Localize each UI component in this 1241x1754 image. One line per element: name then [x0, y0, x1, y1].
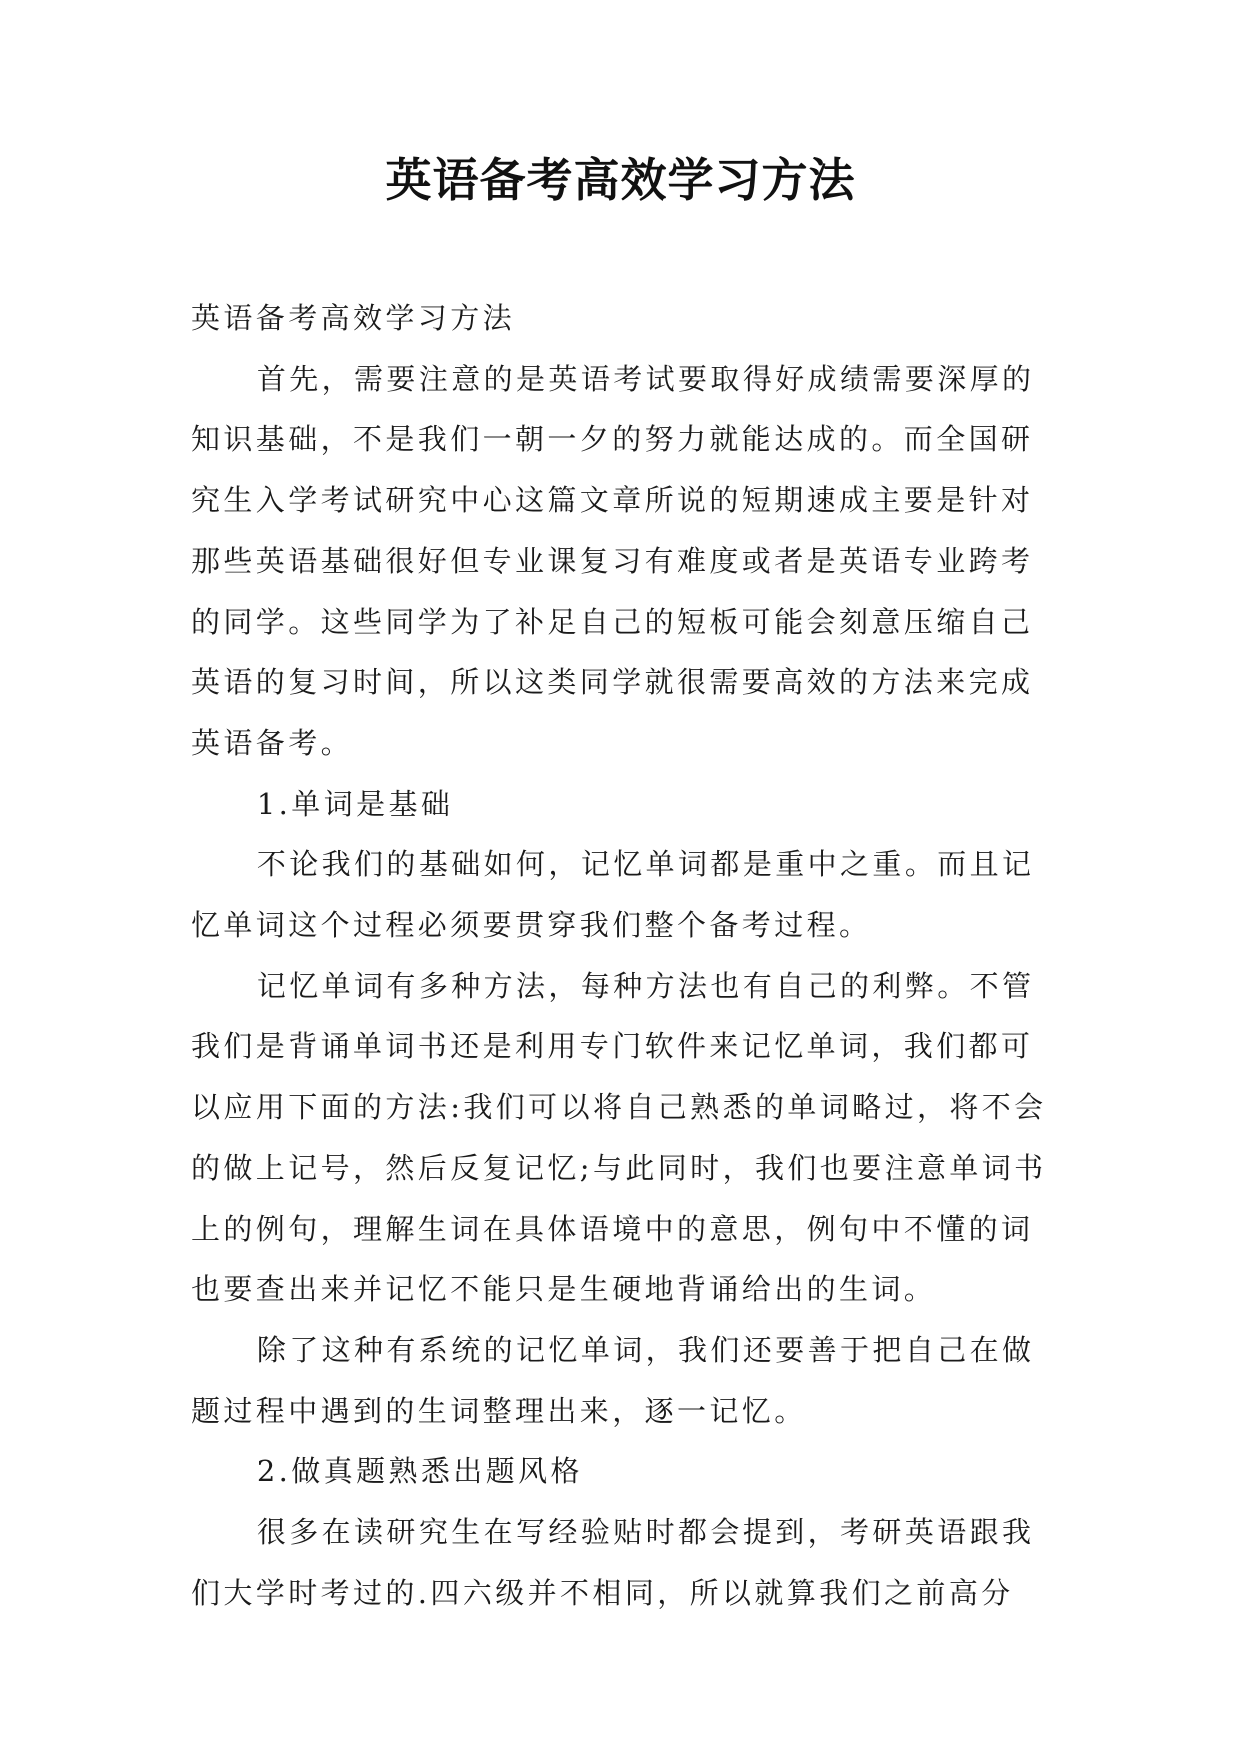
paragraph: 记忆单词有多种方法，每种方法也有自己的利弊。不管我们是背诵单词书还是利用专门软件来记忆单词，我们都可以应用下面的方法:我们可以将自己熟悉的单词略过，将不会的做上记号，然后反复记忆;与此同时，我们也要注意单词书上的例句，理解生词在具体语境中的意思，例句中不懂的词也要查出来并记忆不能只是生硬地背诵给出的生词。 — [191, 968, 1047, 1307]
paragraph: 很多在读研究生在写经验贴时都会提到，考研英语跟我们大学时考过的.四六级并不相同，所以就算我们之前高分 — [191, 1515, 1035, 1610]
paragraph: 首先，需要注意的是英语考试要取得好成绩需要深厚的知识基础，不是我们一朝一夕的努力就能达成的。而全国研究生入学考试研究中心这篇文章所说的短期速成主要是针对那些英语基础很好但专业课复习有难度或者是英语专业跨考的同学。这些同学为了补足自己的短板可能会刻意压缩自己英语的复习时间，所以这类同学就很需要高效的方法来完成英语备考。 — [191, 361, 1035, 760]
document-title: 英语备考高效学习方法 — [385, 153, 856, 207]
section-heading-2: 2.做真题熟悉出题风格 — [256, 1454, 583, 1489]
paragraph: 除了这种有系统的记忆单词，我们还要善于把自己在做题过程中遇到的生词整理出来，逐一记忆。 — [191, 1332, 1035, 1428]
document-body — [191, 288, 1051, 1623]
section-heading-1: 1.单词是基础 — [256, 786, 454, 821]
paragraph-heading: 英语备考高效学习方法 — [191, 301, 516, 335]
paragraph: 不论我们的基础如何，记忆单词都是重中之重。而且记忆单词这个过程必须要贯穿我们整个备考过程。 — [191, 847, 1035, 943]
